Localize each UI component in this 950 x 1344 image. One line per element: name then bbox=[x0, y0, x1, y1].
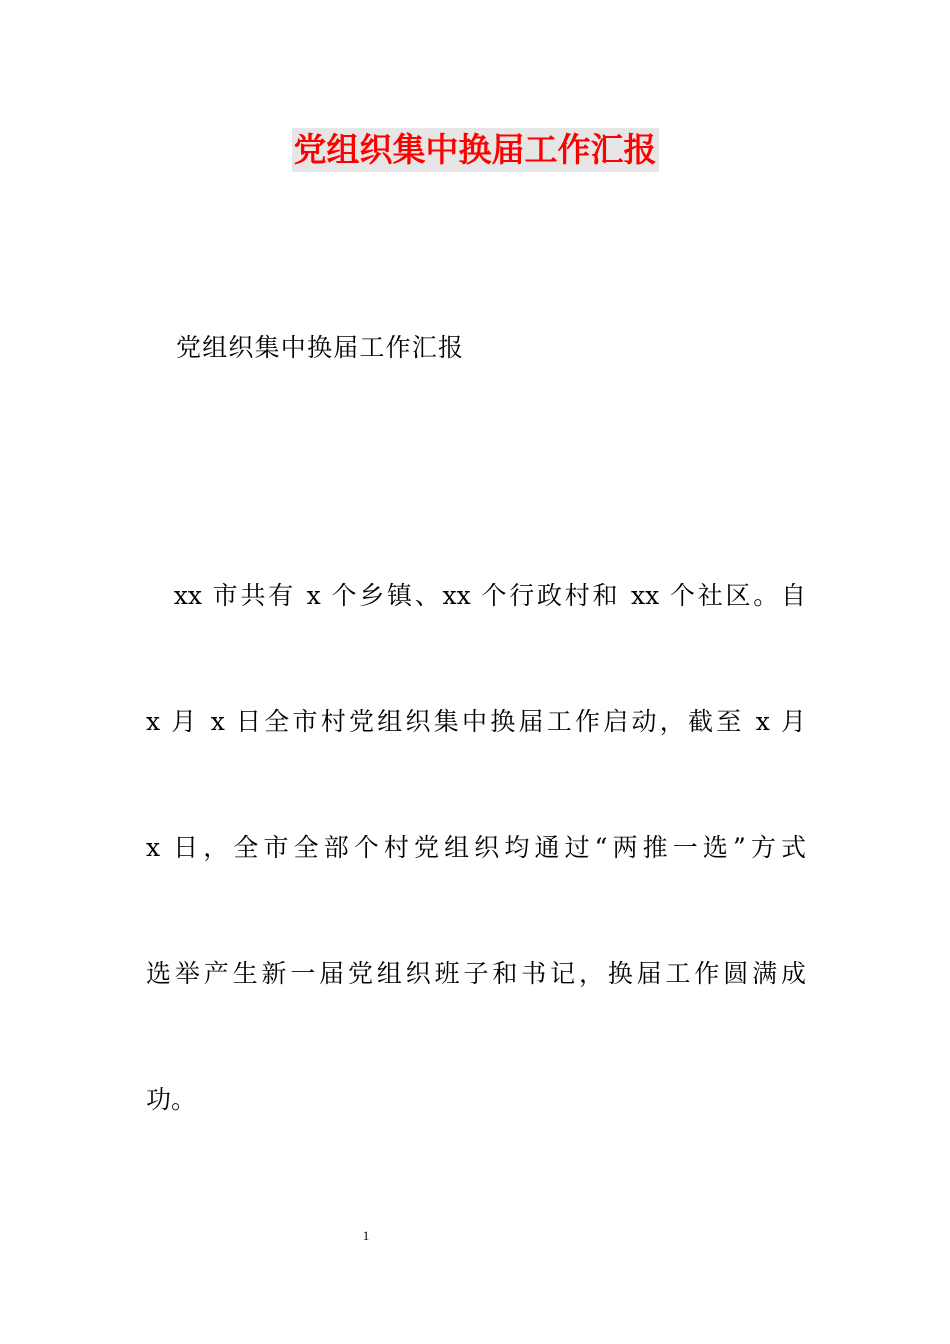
document-subtitle: 党组织集中换届工作汇报 bbox=[176, 333, 465, 362]
paragraph-line-3: x 日，全市全部个村党组织均通过“两推一选”方式 bbox=[146, 833, 806, 862]
paragraph-line-1: xx 市共有 x 个乡镇、xx 个行政村和 xx 个社区。自 bbox=[146, 581, 806, 610]
paragraph-line-2: x 月 x 日全市村党组织集中换届工作启动，截至 x 月 bbox=[146, 707, 806, 736]
page-number: 1 bbox=[362, 1228, 370, 1243]
document-title bbox=[0, 128, 950, 180]
paragraph-line-4: 选举产生新一届党组织班子和书记，换届工作圆满成 bbox=[146, 959, 806, 988]
document-title-text: 党组织集中换届工作汇报 bbox=[292, 128, 659, 172]
paragraph-line-5: 功。 bbox=[146, 1085, 197, 1114]
